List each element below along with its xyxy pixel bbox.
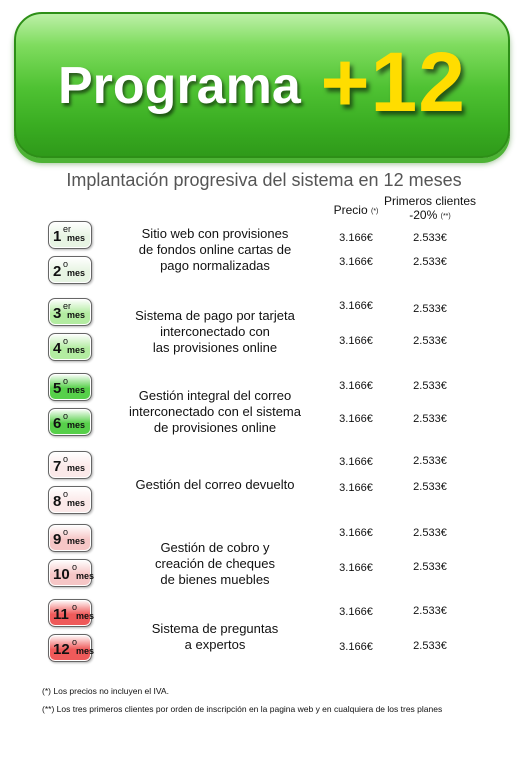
month-badge xyxy=(48,333,92,361)
header-clientes-line1: Primeros clientes xyxy=(383,194,477,208)
price-cell: 3.166€ xyxy=(339,606,373,618)
footnote-1 xyxy=(42,686,169,696)
service-description-line: de fondos online cartas de xyxy=(138,242,292,257)
discount-price-cell: 2.533€ xyxy=(413,455,447,467)
month-ordinal: o xyxy=(63,336,69,346)
month-label: mes xyxy=(67,345,86,355)
service-description-line: interconectado con el sistema xyxy=(129,404,301,419)
footnote-2-text: Los tres primeros clientes por orden de inscripción en la pagina web y en cualquiera de los tres planes xyxy=(56,704,443,714)
month-ordinal: o xyxy=(63,411,69,421)
discount-price-cell: 2.533€ xyxy=(413,527,447,539)
month-number: 1 xyxy=(53,228,62,245)
header-clientes-line2: -20% xyxy=(409,208,438,222)
service-description xyxy=(106,308,324,356)
month-number: 3 xyxy=(53,305,62,322)
banner-number: +12 xyxy=(320,35,466,129)
discount-price-cell: 2.533€ xyxy=(413,380,447,392)
footnote-1-mark: (*) xyxy=(42,686,51,696)
footnote-2 xyxy=(42,704,442,714)
month-number: 9 xyxy=(53,531,62,548)
discount-price-cell: 2.533€ xyxy=(413,303,447,315)
month-ordinal: o xyxy=(63,454,69,464)
price-cell: 3.166€ xyxy=(339,335,373,347)
service-description xyxy=(106,621,324,653)
service-description xyxy=(106,477,324,493)
header-precio-label: Precio xyxy=(333,203,368,217)
month-badge xyxy=(48,298,92,326)
service-description-line: pago normalizadas xyxy=(160,258,270,273)
footnote-2-mark: (**) xyxy=(42,704,55,714)
service-description-line: creación de cheques xyxy=(155,556,275,571)
month-ordinal: er xyxy=(63,301,72,311)
month-number: 4 xyxy=(53,340,62,357)
month-badge xyxy=(48,559,95,587)
service-description-line: Gestión de cobro y xyxy=(160,540,270,555)
service-description-line: de provisiones online xyxy=(153,420,277,435)
month-number: 12 xyxy=(53,641,70,658)
subtitle: Implantación progresiva del sistema en 12 meses xyxy=(66,170,462,190)
banner-title: Programa xyxy=(58,57,301,115)
month-ordinal: o xyxy=(63,376,69,386)
month-ordinal: o xyxy=(72,562,78,572)
service-description-line: Gestión integral del correo xyxy=(138,388,292,403)
month-badge xyxy=(48,256,92,284)
footnote-1-text: Los precios no incluyen el IVA. xyxy=(53,686,169,696)
month-ordinal: o xyxy=(63,489,69,499)
month-badge xyxy=(48,451,92,479)
month-number: 8 xyxy=(53,493,62,510)
price-cell: 3.166€ xyxy=(339,300,373,312)
price-cell: 3.166€ xyxy=(339,232,373,244)
service-description-line: las provisiones online xyxy=(152,340,278,355)
month-badge xyxy=(48,408,92,436)
service-description-line: de bienes muebles xyxy=(160,572,270,587)
month-number: 2 xyxy=(53,263,62,280)
month-ordinal: o xyxy=(72,637,78,647)
month-label: mes xyxy=(67,310,86,320)
header-clientes-mark: (**) xyxy=(440,213,451,220)
discount-price-cell: 2.533€ xyxy=(413,232,447,244)
month-label: mes xyxy=(76,611,95,621)
price-cell: 3.166€ xyxy=(339,456,373,468)
month-number: 5 xyxy=(53,380,62,397)
discount-price-cell: 2.533€ xyxy=(413,256,447,268)
discount-price-cell: 2.533€ xyxy=(413,561,447,573)
discount-price-cell: 2.533€ xyxy=(413,605,447,617)
month-label: mes xyxy=(67,385,86,395)
month-badge xyxy=(48,524,92,552)
month-label: mes xyxy=(76,571,95,581)
month-badge xyxy=(48,373,92,401)
month-badge xyxy=(48,486,92,514)
price-cell: 3.166€ xyxy=(339,413,373,425)
service-description-line: Sistema de pago por tarjeta xyxy=(135,308,295,323)
price-cell: 3.166€ xyxy=(339,562,373,574)
month-number: 6 xyxy=(53,415,62,432)
price-cell: 3.166€ xyxy=(339,380,373,392)
discount-price-cell: 2.533€ xyxy=(413,640,447,652)
service-description xyxy=(106,388,324,436)
header-precio xyxy=(326,203,386,219)
month-label: mes xyxy=(67,536,86,546)
price-cell: 3.166€ xyxy=(339,482,373,494)
month-badge xyxy=(48,221,92,249)
service-description-line: Sistema de preguntas xyxy=(151,621,279,636)
header-precio-mark: (*) xyxy=(370,208,379,215)
price-cell: 3.166€ xyxy=(339,256,373,268)
service-description-line: a expertos xyxy=(184,637,246,652)
month-ordinal: o xyxy=(63,259,69,269)
month-number: 11 xyxy=(53,606,69,623)
service-description xyxy=(106,226,324,274)
discount-price-cell: 2.533€ xyxy=(413,335,447,347)
service-description xyxy=(106,540,324,588)
service-description-line: Sitio web con provisiones xyxy=(141,226,289,241)
discount-price-cell: 2.533€ xyxy=(413,413,447,425)
month-ordinal: o xyxy=(72,602,78,612)
price-cell: 3.166€ xyxy=(339,527,373,539)
month-number: 10 xyxy=(53,566,70,583)
month-label: mes xyxy=(76,646,95,656)
month-number: 7 xyxy=(53,458,62,475)
month-label: mes xyxy=(67,420,86,430)
month-label: mes xyxy=(67,463,86,473)
discount-price-cell: 2.533€ xyxy=(413,481,447,493)
month-label: mes xyxy=(67,233,86,243)
service-description-line: Gestión del correo devuelto xyxy=(135,477,295,492)
month-badge xyxy=(48,634,95,662)
header-clientes xyxy=(380,194,480,224)
service-description-line: interconectado con xyxy=(160,324,270,339)
month-label: mes xyxy=(67,268,86,278)
price-cell: 3.166€ xyxy=(339,641,373,653)
month-ordinal: er xyxy=(63,224,72,234)
month-label: mes xyxy=(67,498,86,508)
month-badge xyxy=(48,599,95,627)
program-banner xyxy=(14,12,510,158)
month-ordinal: o xyxy=(63,527,69,537)
